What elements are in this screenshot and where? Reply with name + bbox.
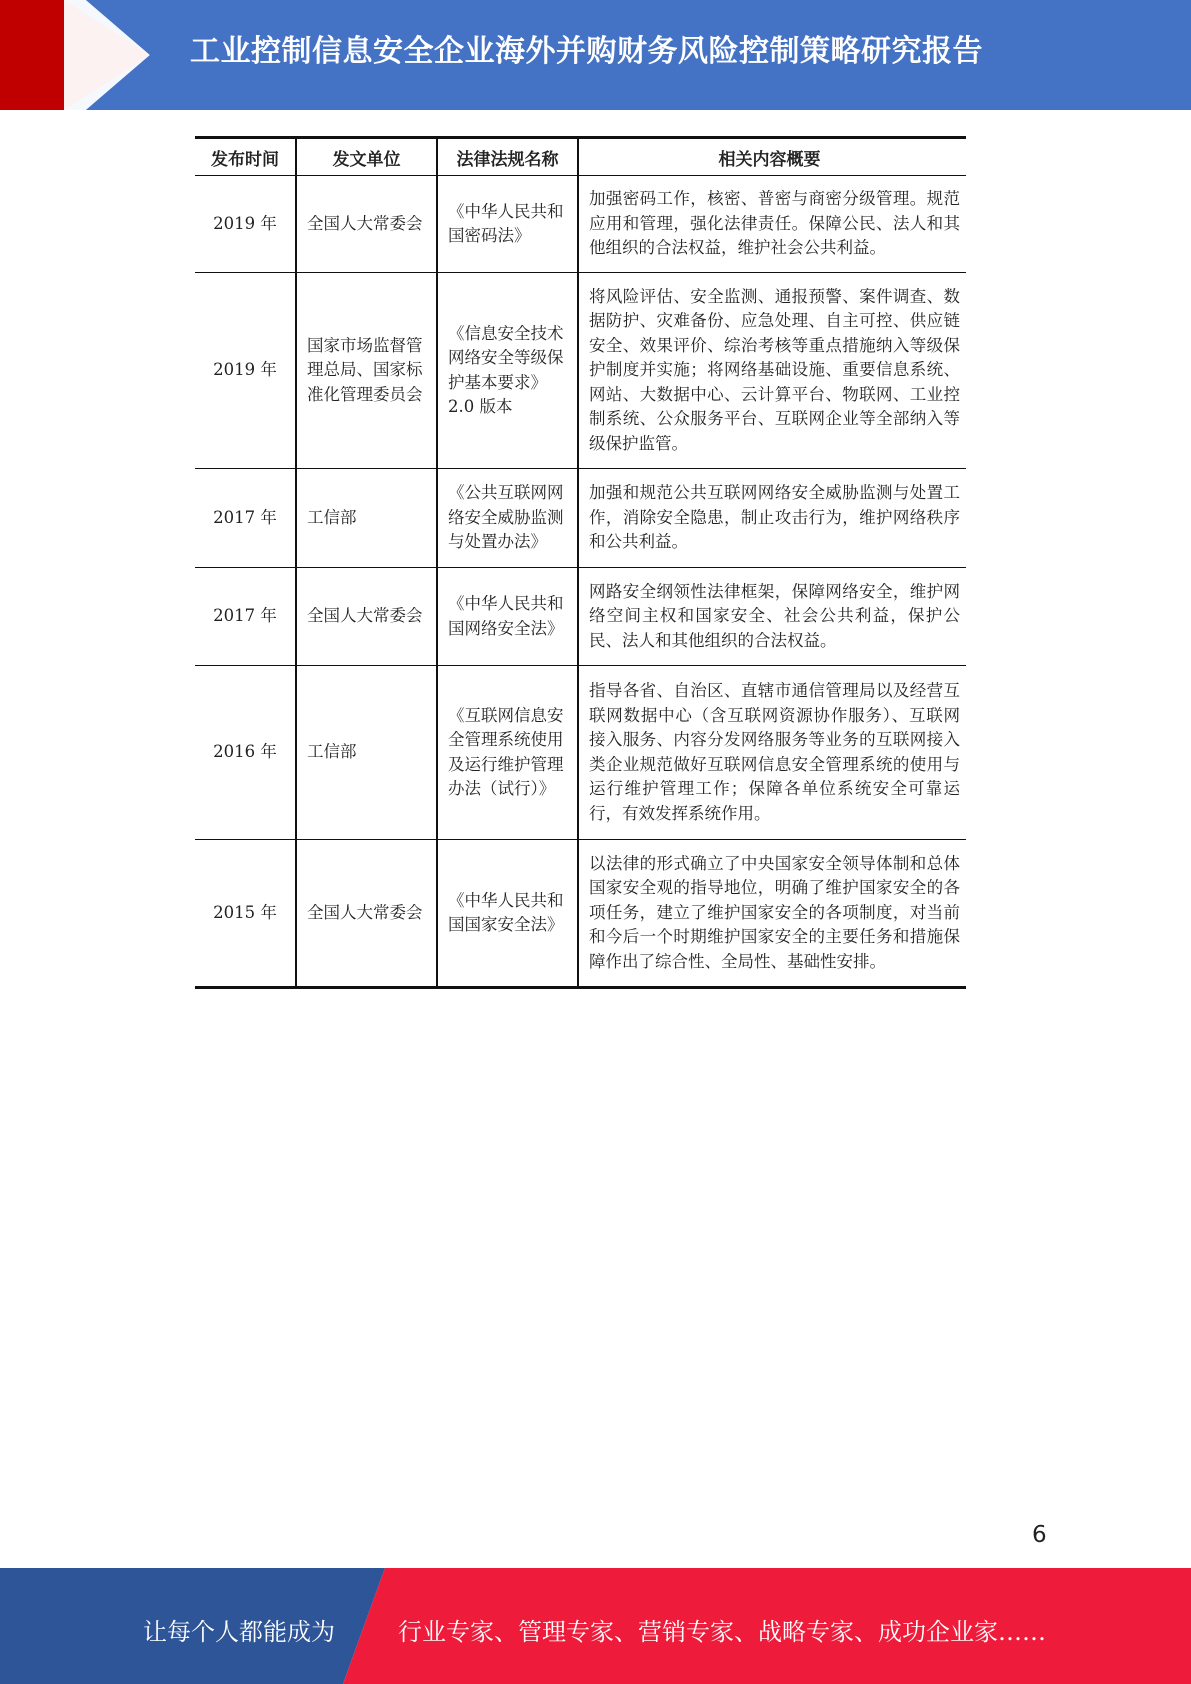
cell-summary: 将风险评估、安全监测、通报预警、案件调查、数据防护、灾难备份、应急处理、自主可控、供应链安全、效果评价、综治考核等重点措施纳入等级保护制度并实施；将网络基础设施、重要信息系统、网站、大数据中心、云计算平台、物联网、工业控制系统、公众服务平台、互联网企业等全部纳入等级保护监管。 (578, 273, 966, 469)
column-header-issuer: 发文单位 (296, 138, 437, 176)
regulations-table (195, 136, 966, 989)
cell-summary: 加强密码工作，核密、普密与商密分级管理。规范应用和管理，强化法律责任。保障公民、法人和其他组织的合法权益，维护社会公共利益。 (578, 176, 966, 273)
cell-law: 《公共互联网网络安全威胁监测与处置办法》 (437, 469, 578, 568)
cell-year: 2019 年 (195, 176, 296, 273)
cell-law: 《中华人民共和国国家安全法》 (437, 840, 578, 988)
column-header-summary: 相关内容概要 (578, 138, 966, 176)
table-row (195, 176, 966, 273)
cell-summary: 以法律的形式确立了中央国家安全领导体制和总体国家安全观的指导地位，明确了维护国家安全的各项任务，建立了维护国家安全的各项制度，对当前和今后一个时期维护国家安全的主要任务和措施保障作出了综合性、全局性、基础性安排。 (578, 840, 966, 988)
cell-summary: 网路安全纲领性法律框架，保障网络安全，维护网络空间主权和国家安全、社会公共利益，保护公民、法人和其他组织的合法权益。 (578, 568, 966, 666)
cell-year: 2017 年 (195, 568, 296, 666)
header-banner (0, 0, 1191, 110)
header-chevron-icon (0, 0, 160, 110)
cell-issuer: 工信部 (296, 666, 437, 840)
column-header-law: 法律法规名称 (437, 138, 578, 176)
cell-year: 2016 年 (195, 666, 296, 840)
cell-issuer: 国家市场监督管理总局、国家标准化管理委员会 (296, 273, 437, 469)
cell-law: 《中华人民共和国网络安全法》 (437, 568, 578, 666)
cell-summary: 指导各省、自治区、直辖市通信管理局以及经营互联网数据中心（含互联网资源协作服务）、互联网接入服务、内容分发网络服务等业务的互联网接入类企业规范做好互联网信息安全管理系统的使用与运行维护管理工作；保障各单位系统安全可靠运行，有效发挥系统作用。 (578, 666, 966, 840)
footer-slogan-left: 让每个人都能成为 (143, 1618, 335, 1646)
table-row (195, 469, 966, 568)
footer-banner (0, 1568, 1191, 1684)
cell-law: 《中华人民共和国密码法》 (437, 176, 578, 273)
page-number: 6 (1032, 1522, 1047, 1548)
cell-year: 2015 年 (195, 840, 296, 988)
cell-summary: 加强和规范公共互联网网络安全威胁监测与处置工作，消除安全隐患，制止攻击行为，维护网络秩序和公共利益。 (578, 469, 966, 568)
table-row (195, 273, 966, 469)
cell-year: 2017 年 (195, 469, 296, 568)
cell-issuer: 全国人大常委会 (296, 176, 437, 273)
footer-slogan-right: 行业专家、管理专家、营销专家、战略专家、成功企业家…… (398, 1618, 1046, 1646)
cell-issuer: 全国人大常委会 (296, 568, 437, 666)
header-title: 工业控制信息安全企业海外并购财务风险控制策略研究报告 (190, 34, 983, 69)
cell-issuer: 工信部 (296, 469, 437, 568)
cell-law: 《互联网信息安全管理系统使用及运行维护管理办法（试行）》 (437, 666, 578, 840)
cell-year: 2019 年 (195, 273, 296, 469)
table-row (195, 666, 966, 840)
table-row (195, 840, 966, 988)
table-header-row (195, 138, 966, 176)
cell-law: 《信息安全技术网络安全等级保护基本要求》2.0 版本 (437, 273, 578, 469)
table-row (195, 568, 966, 666)
cell-issuer: 全国人大常委会 (296, 840, 437, 988)
column-header-date: 发布时间 (195, 138, 296, 176)
